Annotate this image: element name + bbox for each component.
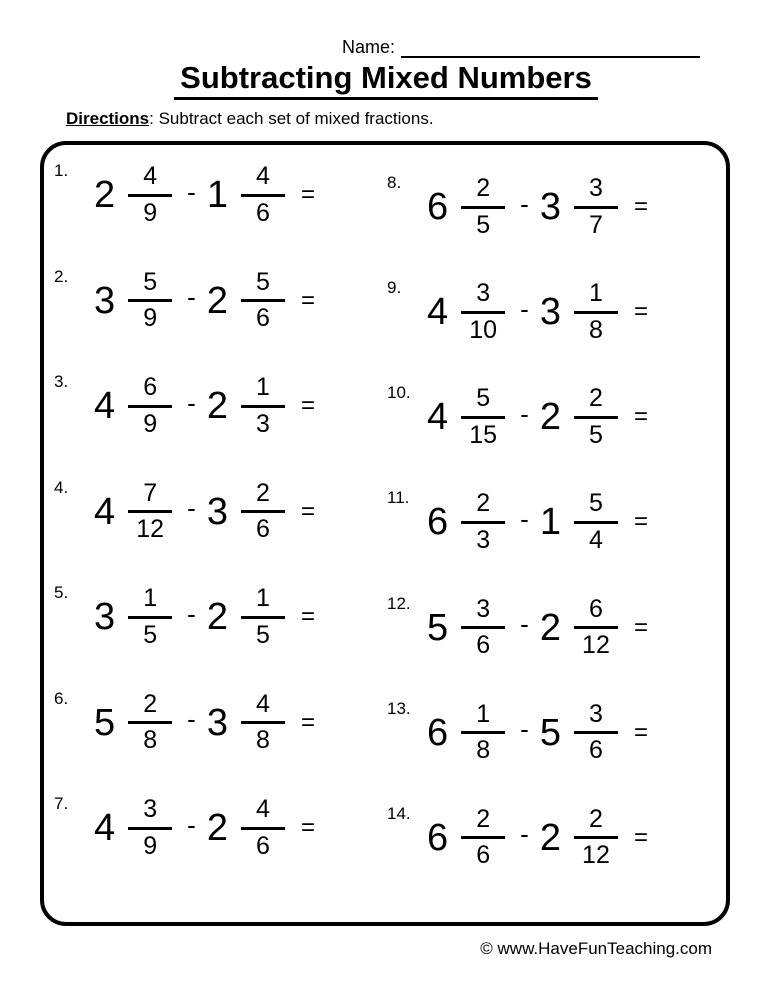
equals-sign: = xyxy=(300,814,315,841)
minuend-denominator: 9 xyxy=(128,299,172,333)
equals-sign: = xyxy=(633,613,648,641)
minuend-denominator: 6 xyxy=(461,626,505,660)
problem-number: 3. xyxy=(54,372,69,391)
problem-number: 7. xyxy=(54,794,69,813)
minuend-whole-number: 6 xyxy=(427,501,449,544)
minuend-numerator: 2 xyxy=(476,804,491,833)
minus-sign: - xyxy=(187,598,196,629)
problem-number: 2. xyxy=(54,266,69,286)
minus-sign: - xyxy=(520,188,529,219)
subtrahend-denominator: 5 xyxy=(241,616,285,650)
problems-box xyxy=(40,141,730,926)
subtrahend-whole-number: 2 xyxy=(206,279,228,322)
subtrahend-numerator: 4 xyxy=(256,162,270,190)
subtrahend-fraction xyxy=(241,480,285,544)
problem-number: 8. xyxy=(387,173,402,192)
subtrahend-numerator: 2 xyxy=(256,478,270,507)
minuend-denominator: 8 xyxy=(461,731,505,765)
subtrahend-denominator: 8 xyxy=(241,721,285,755)
equals-sign: = xyxy=(633,508,648,536)
minus-sign: - xyxy=(187,282,196,312)
subtrahend-fraction xyxy=(574,701,618,765)
subtrahend-fraction xyxy=(241,691,285,755)
minuend-fraction xyxy=(461,175,505,239)
problem-row xyxy=(54,372,385,440)
subtrahend-numerator: 2 xyxy=(589,384,603,413)
minuend-numerator: 3 xyxy=(476,279,491,308)
equals-sign: = xyxy=(633,823,648,851)
subtrahend-numerator: 3 xyxy=(589,174,603,202)
subtrahend-denominator: 5 xyxy=(574,416,618,450)
problem-number: 10. xyxy=(387,383,411,403)
subtrahend-fraction xyxy=(241,374,285,438)
name-row xyxy=(0,0,772,58)
minuend-numerator: 5 xyxy=(476,384,491,413)
minuend-numerator: 2 xyxy=(476,489,491,518)
name-blank-line xyxy=(401,38,700,58)
minuend-numerator: 3 xyxy=(476,594,491,623)
minuend-whole-number: 6 xyxy=(427,711,449,754)
minuend-numerator: 3 xyxy=(143,795,158,823)
minuend-denominator: 5 xyxy=(461,206,505,240)
footer-credit: © www.HaveFunTeaching.com xyxy=(480,939,712,958)
minuend-whole-number: 4 xyxy=(94,807,116,849)
minuend-whole-number: 5 xyxy=(427,606,449,649)
minuend-whole-number: 4 xyxy=(94,490,116,533)
minuend-denominator: 9 xyxy=(128,827,172,861)
minuend-fraction xyxy=(128,691,172,755)
minus-sign: - xyxy=(187,809,196,840)
minuend-denominator: 5 xyxy=(128,616,172,650)
minus-sign: - xyxy=(520,293,529,324)
subtrahend-denominator: 7 xyxy=(574,206,618,240)
minus-sign: - xyxy=(187,704,196,734)
minus-sign: - xyxy=(520,714,529,745)
minus-sign: - xyxy=(520,398,529,429)
minuend-denominator: 9 xyxy=(128,405,172,439)
directions xyxy=(66,109,772,129)
minuend-fraction xyxy=(461,701,505,765)
minuend-numerator: 1 xyxy=(476,699,491,728)
subtrahend-fraction xyxy=(241,796,285,860)
minuend-fraction xyxy=(128,480,172,544)
equals-sign: = xyxy=(633,403,648,431)
problem-number: 12. xyxy=(387,593,411,613)
problem-number: 11. xyxy=(387,488,410,508)
minuend-numerator: 4 xyxy=(143,162,158,190)
subtrahend-denominator: 6 xyxy=(241,827,285,861)
problem-row xyxy=(54,794,385,862)
subtrahend-numerator: 6 xyxy=(589,594,603,623)
minuend-fraction xyxy=(128,796,172,860)
minuend-fraction xyxy=(128,374,172,438)
subtrahend-denominator: 4 xyxy=(574,521,618,555)
minuend-fraction xyxy=(461,385,505,449)
minuend-numerator: 5 xyxy=(143,267,158,296)
problems-column-right xyxy=(385,145,726,922)
problem-row xyxy=(387,278,726,346)
minuend-fraction xyxy=(128,163,172,227)
minuend-whole-number: 4 xyxy=(94,385,116,427)
subtrahend-whole-number: 3 xyxy=(206,701,228,744)
subtrahend-whole-number: 2 xyxy=(539,816,561,859)
minuend-numerator: 2 xyxy=(143,689,158,718)
minuend-whole-number: 3 xyxy=(94,279,116,322)
problem-row xyxy=(54,478,385,546)
minuend-fraction xyxy=(128,585,172,649)
problem-row xyxy=(387,488,726,556)
subtrahend-fraction xyxy=(574,490,618,554)
problem-number: 13. xyxy=(387,698,411,718)
minuend-whole-number: 5 xyxy=(94,701,116,744)
minuend-fraction xyxy=(461,280,505,344)
subtrahend-denominator: 3 xyxy=(241,405,285,439)
problem-number: 9. xyxy=(387,278,402,298)
subtrahend-numerator: 1 xyxy=(256,373,270,401)
equals-sign: = xyxy=(633,298,648,326)
minuend-whole-number: 4 xyxy=(427,396,449,439)
directions-label: Directions xyxy=(66,109,150,128)
equals-sign: = xyxy=(300,286,315,314)
problem-number: 1. xyxy=(54,161,69,180)
subtrahend-denominator: 12 xyxy=(574,626,618,660)
minus-sign: - xyxy=(187,493,196,523)
minuend-denominator: 6 xyxy=(461,836,505,870)
directions-text: : Subtract each set of mixed fractions. xyxy=(149,109,434,128)
subtrahend-fraction xyxy=(241,163,285,227)
subtrahend-whole-number: 2 xyxy=(206,596,228,638)
problem-number: 6. xyxy=(54,688,69,708)
subtrahend-whole-number: 2 xyxy=(206,385,228,427)
equals-sign: = xyxy=(633,193,648,220)
subtrahend-numerator: 1 xyxy=(589,279,603,308)
subtrahend-denominator: 8 xyxy=(574,311,618,345)
minuend-whole-number: 4 xyxy=(427,291,449,334)
minus-sign: - xyxy=(520,609,529,640)
equals-sign: = xyxy=(300,392,315,419)
minuend-denominator: 8 xyxy=(128,721,172,755)
problems-column-left xyxy=(44,145,385,922)
subtrahend-denominator: 6 xyxy=(241,194,285,228)
subtrahend-whole-number: 1 xyxy=(206,174,228,216)
subtrahend-denominator: 6 xyxy=(241,510,285,544)
equals-sign: = xyxy=(300,497,315,525)
minuend-fraction xyxy=(461,596,505,660)
problem-number: 14. xyxy=(387,803,411,823)
minuend-fraction xyxy=(461,490,505,554)
subtrahend-numerator: 3 xyxy=(589,699,603,728)
subtrahend-fraction xyxy=(574,596,618,660)
name-label: Name: xyxy=(342,37,396,58)
subtrahend-fraction xyxy=(574,385,618,449)
equals-sign: = xyxy=(300,181,315,208)
minus-sign: - xyxy=(520,503,529,534)
minus-sign: - xyxy=(187,387,196,418)
subtrahend-fraction xyxy=(241,269,285,333)
minuend-whole-number: 2 xyxy=(94,174,116,216)
minuend-whole-number: 3 xyxy=(94,596,116,638)
subtrahend-fraction xyxy=(574,175,618,239)
page-title: Subtracting Mixed Numbers xyxy=(174,60,598,100)
minuend-whole-number: 6 xyxy=(427,816,449,859)
title-wrap xyxy=(0,60,772,100)
subtrahend-whole-number: 2 xyxy=(539,606,561,649)
problem-row xyxy=(387,383,726,451)
minus-sign: - xyxy=(520,819,529,850)
problem-row xyxy=(54,583,385,651)
subtrahend-numerator: 1 xyxy=(256,584,270,612)
subtrahend-whole-number: 3 xyxy=(206,490,228,533)
subtrahend-denominator: 6 xyxy=(574,731,618,765)
problem-row xyxy=(54,267,385,335)
subtrahend-numerator: 5 xyxy=(256,267,270,296)
problem-row xyxy=(387,594,726,662)
problem-row xyxy=(54,161,385,229)
minus-sign: - xyxy=(187,176,196,207)
minuend-denominator: 9 xyxy=(128,194,172,228)
minuend-numerator: 2 xyxy=(476,174,491,202)
subtrahend-numerator: 2 xyxy=(589,804,603,833)
problem-row xyxy=(54,689,385,757)
subtrahend-whole-number: 5 xyxy=(539,711,561,754)
subtrahend-fraction xyxy=(241,585,285,649)
subtrahend-whole-number: 3 xyxy=(539,186,561,228)
minuend-denominator: 3 xyxy=(461,521,505,555)
subtrahend-whole-number: 3 xyxy=(539,291,561,334)
problem-row xyxy=(387,804,726,872)
subtrahend-fraction xyxy=(574,280,618,344)
subtrahend-numerator: 4 xyxy=(256,795,270,823)
problem-number: 4. xyxy=(54,477,69,497)
subtrahend-whole-number: 1 xyxy=(539,501,561,544)
subtrahend-denominator: 12 xyxy=(574,836,618,870)
minuend-numerator: 1 xyxy=(143,584,158,612)
subtrahend-whole-number: 2 xyxy=(206,807,228,849)
equals-sign: = xyxy=(300,603,315,630)
problem-row xyxy=(387,173,726,241)
minuend-numerator: 7 xyxy=(143,478,158,507)
equals-sign: = xyxy=(633,718,648,746)
problem-number: 5. xyxy=(54,583,69,602)
subtrahend-whole-number: 2 xyxy=(539,396,561,439)
minuend-numerator: 6 xyxy=(143,373,158,401)
subtrahend-denominator: 6 xyxy=(241,299,285,333)
minuend-denominator: 12 xyxy=(128,510,172,544)
subtrahend-numerator: 5 xyxy=(589,489,603,518)
equals-sign: = xyxy=(300,708,315,736)
minuend-whole-number: 6 xyxy=(427,186,449,228)
minuend-fraction xyxy=(128,269,172,333)
problem-row xyxy=(387,699,726,767)
subtrahend-numerator: 4 xyxy=(256,689,270,718)
minuend-denominator: 15 xyxy=(461,416,505,450)
subtrahend-fraction xyxy=(574,806,618,870)
minuend-fraction xyxy=(461,806,505,870)
minuend-denominator: 10 xyxy=(461,311,505,345)
